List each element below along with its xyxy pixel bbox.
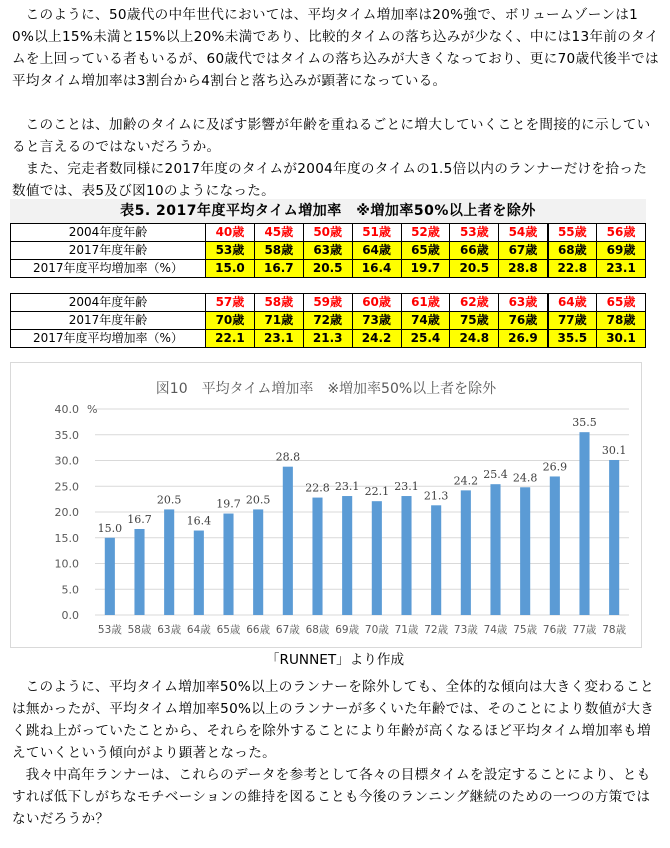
x-tick-label: 70歳 bbox=[364, 624, 389, 636]
paragraph-3: また、完走者数同様に2017年度のタイムが2004年度のタイムの1.5倍以内のランナーだけを拾った数値では、表5及び図10のようになった。 bbox=[12, 161, 648, 199]
x-tick-label: 67歳 bbox=[275, 624, 300, 636]
data-label: 26.9 bbox=[542, 460, 568, 474]
table-cell: 69歳 bbox=[597, 242, 646, 260]
data-label: 16.4 bbox=[186, 514, 212, 528]
table-cell: 60歳 bbox=[352, 294, 401, 312]
table-cell: 72歳 bbox=[303, 312, 352, 330]
table-cell: 71歳 bbox=[254, 312, 303, 330]
table-cell: 50歳 bbox=[303, 224, 352, 242]
data-label: 24.8 bbox=[512, 471, 538, 485]
table-cell: 63歳 bbox=[499, 294, 548, 312]
table-cell: 64歳 bbox=[548, 294, 597, 312]
row-label: 2017年度平均増加率（%） bbox=[11, 260, 206, 278]
y-tick-label: 30.0 bbox=[54, 454, 79, 468]
table-cell: 19.7 bbox=[401, 260, 450, 278]
bar bbox=[372, 501, 382, 615]
data-label: 23.1 bbox=[334, 480, 360, 494]
table-cell: 63歳 bbox=[303, 242, 352, 260]
table-cell: 35.5 bbox=[548, 330, 597, 348]
data-label: 21.3 bbox=[423, 489, 449, 503]
row-2004-age bbox=[11, 224, 646, 242]
x-tick-label: 53歳 bbox=[97, 624, 122, 636]
table-cell: 67歳 bbox=[499, 242, 548, 260]
bar bbox=[342, 496, 352, 615]
data-label: 30.1 bbox=[601, 443, 627, 457]
data-label: 23.1 bbox=[394, 480, 419, 494]
table-cell: 16.7 bbox=[254, 260, 303, 278]
row-2004-age bbox=[11, 294, 646, 312]
paragraph-5: 我々中高年ランナーは、これらのデータを参考として各々の目標タイムを設定することにより、ともすれば低下しがちなモチベーションの維持を図ることも今後のランニング継続のための一つの方策ではないだろうか？ bbox=[12, 767, 651, 827]
x-tick-label: 74歳 bbox=[483, 624, 508, 636]
x-tick-label: 77歳 bbox=[572, 624, 597, 636]
bar bbox=[520, 487, 530, 615]
table-cell: 22.8 bbox=[548, 260, 597, 278]
x-tick-label: 75歳 bbox=[513, 624, 538, 636]
y-tick-label: 25.0 bbox=[54, 480, 79, 494]
data-label: 24.2 bbox=[453, 474, 479, 488]
y-tick-label: 20.0 bbox=[54, 506, 79, 519]
table-cell: 56歳 bbox=[597, 224, 646, 242]
table-cell: 55歳 bbox=[548, 224, 597, 242]
data-label: 28.8 bbox=[275, 450, 301, 464]
table-cell: 45歳 bbox=[254, 224, 303, 242]
table-cell: 30.1 bbox=[597, 330, 646, 348]
table-cell: 70歳 bbox=[206, 312, 255, 330]
table-block-1 bbox=[10, 223, 646, 278]
data-label: 20.5 bbox=[156, 493, 182, 507]
table-cell: 22.1 bbox=[206, 330, 255, 348]
row-2017-age bbox=[11, 242, 646, 260]
x-tick-label: 78歳 bbox=[602, 624, 627, 636]
x-tick-label: 69歳 bbox=[335, 624, 360, 636]
table-cell: 25.4 bbox=[401, 330, 450, 348]
table-cell: 64歳 bbox=[352, 242, 401, 260]
paragraph-1: このように、50歳代の中年世代においては、平均タイム増加率は20%強で、ボリュームゾーンは10%以上15%未満と15%以上20%未満であり、比較的タイムの落ち込みが少なく、中には13年前のタイムを上回っている者もいるが、60歳代ではタイムの落ち込みが大きくなっており、更に70歳代後半では平均タイム増加率は3割台から4割台と落ち込みが顕著になっている。 bbox=[12, 7, 659, 89]
bar bbox=[134, 529, 144, 615]
row-label: 2004年度年齢 bbox=[11, 294, 206, 312]
table-cell: 20.5 bbox=[303, 260, 352, 278]
y-tick-label: 40.0 bbox=[54, 403, 79, 416]
paragraph-2: このことは、加齢のタイムに及ぼす影響が年齢を重ねるごとに増大していくことを間接的に示していると言えるのではないだろうか。 bbox=[12, 117, 651, 155]
table-cell: 53歳 bbox=[206, 242, 255, 260]
table-cell: 58歳 bbox=[254, 294, 303, 312]
y-tick-label: 0.0 bbox=[61, 609, 79, 622]
table-cell: 26.9 bbox=[499, 330, 548, 348]
x-tick-label: 72歳 bbox=[424, 624, 449, 636]
bar bbox=[401, 496, 411, 615]
y-tick-label: 5.0 bbox=[61, 583, 79, 597]
table-cell: 28.8 bbox=[499, 260, 548, 278]
table-cell: 23.1 bbox=[254, 330, 303, 348]
x-tick-label: 73歳 bbox=[453, 624, 478, 636]
row-label: 2004年度年齢 bbox=[11, 224, 206, 242]
table-cell: 24.8 bbox=[450, 330, 499, 348]
bar bbox=[550, 476, 560, 615]
x-tick-label: 76歳 bbox=[542, 624, 567, 636]
table-cell: 15.0 bbox=[206, 260, 255, 278]
row-label: 2017年度年齢 bbox=[11, 242, 206, 260]
table-cell: 76歳 bbox=[499, 312, 548, 330]
bar bbox=[283, 467, 293, 615]
data-label: 20.5 bbox=[245, 493, 271, 507]
table-cell: 59歳 bbox=[303, 294, 352, 312]
bar-chart-svg bbox=[11, 363, 641, 647]
data-label: 15.0 bbox=[97, 521, 123, 535]
table-cell: 54歳 bbox=[499, 224, 548, 242]
table-cell: 78歳 bbox=[597, 312, 646, 330]
data-label: 22.1 bbox=[364, 485, 390, 499]
data-label: 25.4 bbox=[483, 468, 508, 482]
table-block-2 bbox=[10, 293, 646, 348]
y-tick-label: 15.0 bbox=[54, 531, 79, 545]
table-cell: 52歳 bbox=[401, 224, 450, 242]
chart-title: 図10 平均タイム増加率 ※増加率50%以上者を除外 bbox=[155, 381, 497, 397]
x-tick-label: 63歳 bbox=[157, 624, 182, 636]
row-label: 2017年度年齢 bbox=[11, 312, 206, 330]
table-5 bbox=[10, 199, 646, 354]
x-tick-label: 58歳 bbox=[127, 624, 152, 636]
bar bbox=[312, 498, 322, 615]
x-tick-label: 68歳 bbox=[305, 624, 330, 636]
row-2017-age bbox=[11, 312, 646, 330]
table-cell: 65歳 bbox=[401, 242, 450, 260]
bar bbox=[579, 432, 589, 615]
data-label: 35.5 bbox=[572, 416, 597, 430]
bar bbox=[223, 514, 233, 615]
x-tick-label: 64歳 bbox=[186, 624, 211, 636]
y-axis-unit: % bbox=[87, 403, 98, 416]
bar bbox=[461, 490, 471, 615]
row-avg-rate bbox=[11, 330, 646, 348]
figure-10-chart bbox=[10, 362, 642, 648]
table-cell: 24.2 bbox=[352, 330, 401, 348]
table-cell: 75歳 bbox=[450, 312, 499, 330]
table-cell: 51歳 bbox=[352, 224, 401, 242]
table-cell: 62歳 bbox=[450, 294, 499, 312]
y-tick-label: 10.0 bbox=[54, 557, 79, 571]
data-label: 19.7 bbox=[216, 497, 241, 511]
table-cell: 66歳 bbox=[450, 242, 499, 260]
y-tick-label: 35.0 bbox=[54, 428, 79, 442]
bar bbox=[609, 460, 619, 615]
table-cell: 57歳 bbox=[206, 294, 255, 312]
table-cell: 65歳 bbox=[597, 294, 646, 312]
table-cell: 23.1 bbox=[597, 260, 646, 278]
data-label: 22.8 bbox=[305, 481, 330, 495]
bar bbox=[431, 505, 441, 615]
table-cell: 20.5 bbox=[450, 260, 499, 278]
data-label: 16.7 bbox=[127, 512, 152, 526]
row-avg-rate bbox=[11, 260, 646, 278]
table-cell: 77歳 bbox=[548, 312, 597, 330]
row-label: 2017年度平均増加率（%） bbox=[11, 330, 206, 348]
bar bbox=[253, 509, 263, 615]
bar bbox=[164, 509, 174, 615]
table-cell: 53歳 bbox=[450, 224, 499, 242]
table-cell: 40歳 bbox=[206, 224, 255, 242]
table-cell: 21.3 bbox=[303, 330, 352, 348]
figure-caption: 「RUNNET」より作成 bbox=[265, 652, 405, 668]
table-cell: 73歳 bbox=[352, 312, 401, 330]
table-cell: 68歳 bbox=[548, 242, 597, 260]
bar bbox=[194, 531, 204, 615]
table-cell: 74歳 bbox=[401, 312, 450, 330]
x-tick-label: 71歳 bbox=[394, 624, 419, 636]
x-tick-label: 65歳 bbox=[216, 624, 241, 636]
table-cell: 58歳 bbox=[254, 242, 303, 260]
table-cell: 16.4 bbox=[352, 260, 401, 278]
bar bbox=[105, 538, 115, 615]
bar bbox=[490, 484, 500, 615]
table-title: 表5. 2017年度平均タイム増加率 ※増加率50%以上者を除外 bbox=[10, 199, 646, 223]
paragraph-4: このように、平均タイム増加率50%以上のランナーを除外しても、全体的な傾向は大きく変わることは無かったが、平均タイム増加率50%以上のランナーが多くいた年齢では、そのことにより数値が大きく跳ね上がっていたことから、それらを除外することにより年齢が高くなるほど平均タイム増加率も増えていくという傾向がより顕著となった。 bbox=[12, 679, 655, 761]
table-cell: 61歳 bbox=[401, 294, 450, 312]
x-tick-label: 66歳 bbox=[246, 624, 271, 636]
